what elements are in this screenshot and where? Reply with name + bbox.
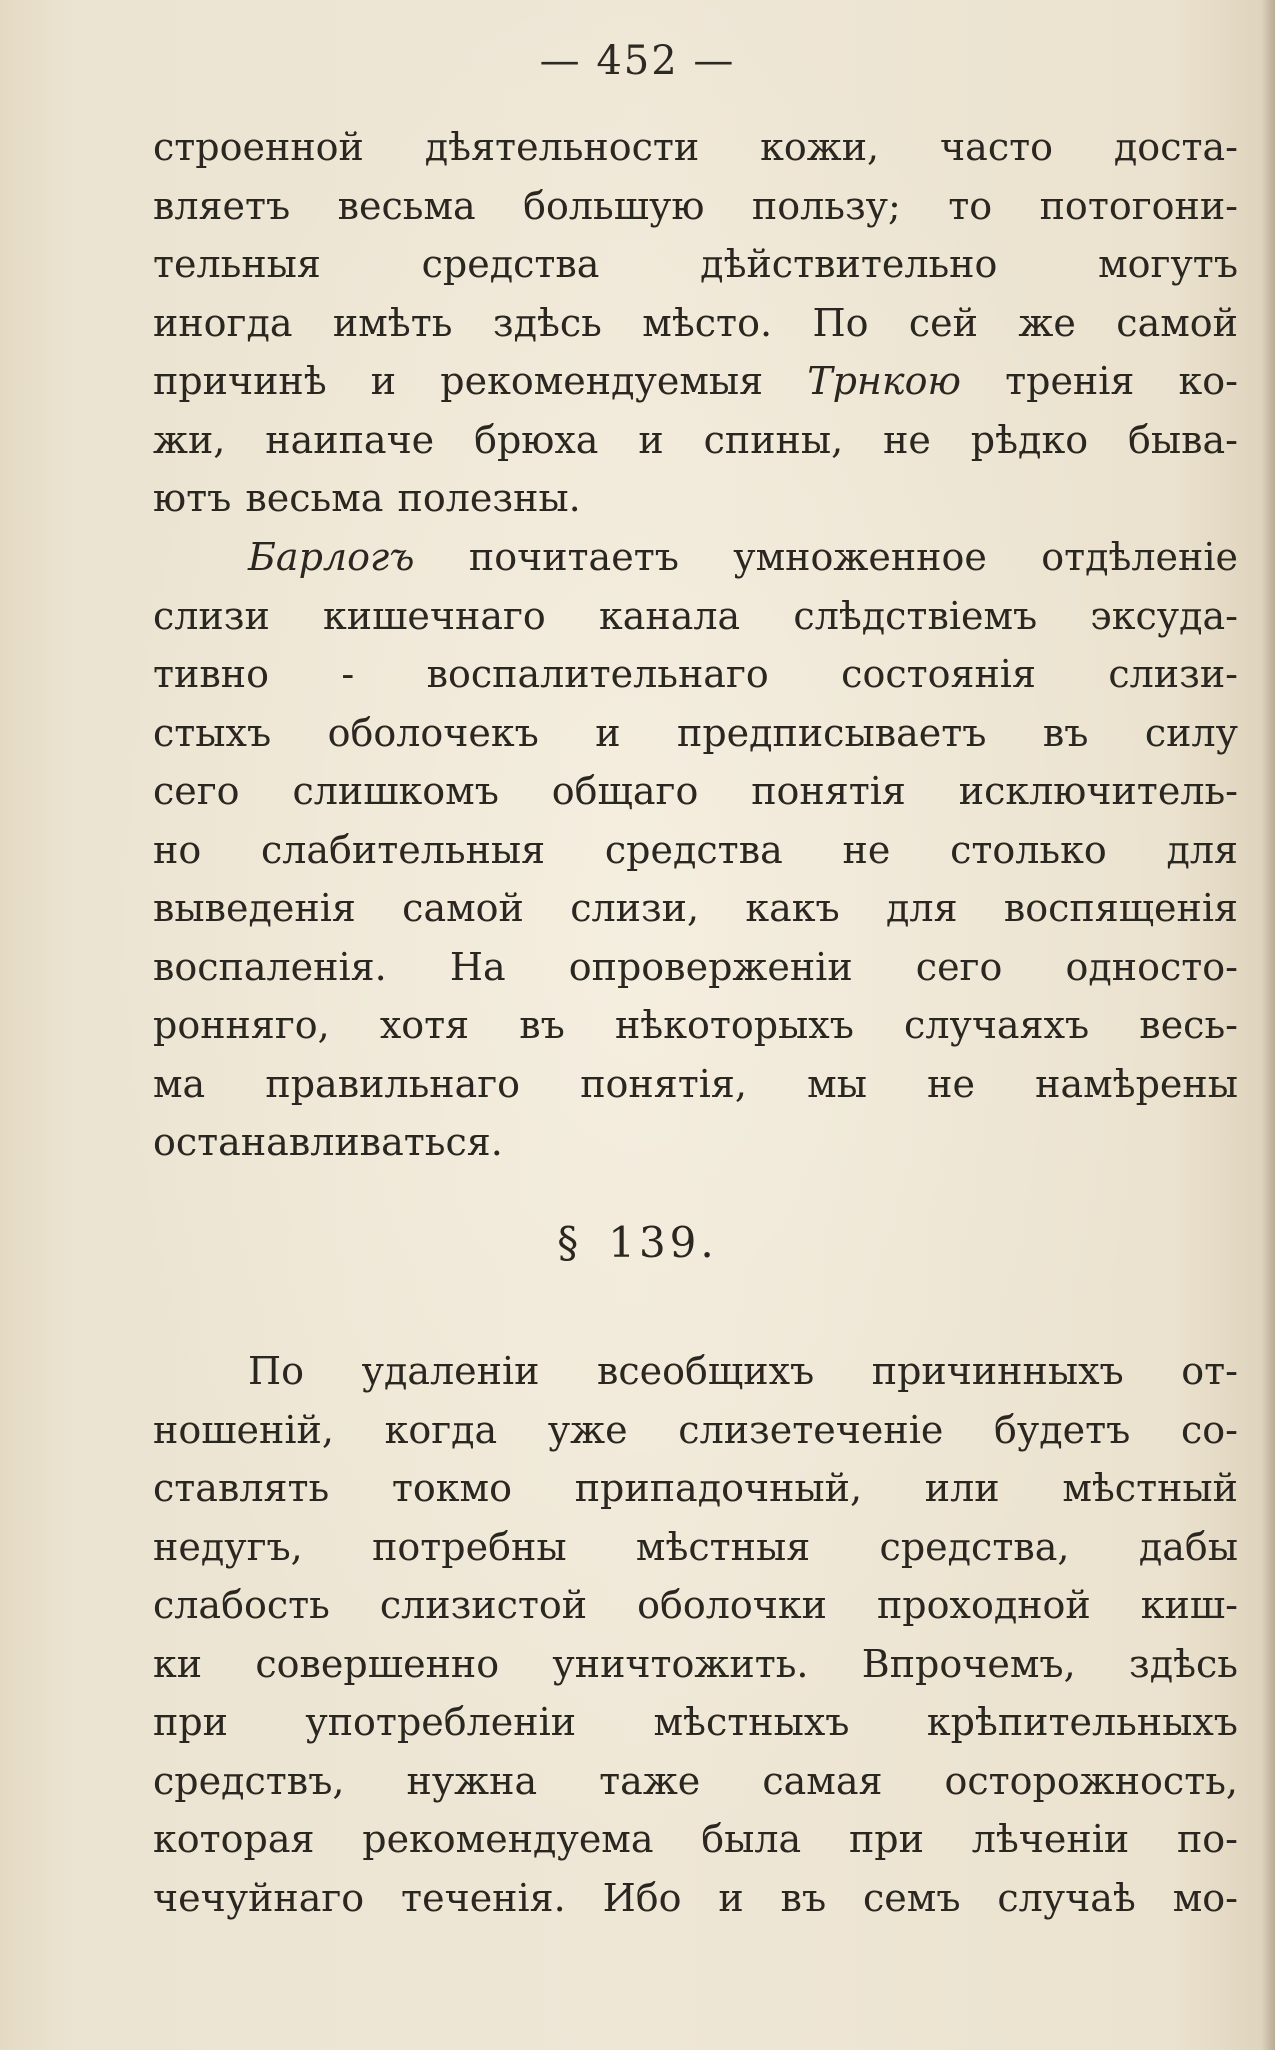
paragraph-1-line-3: тельныя средства дѣйствительно могутъ [153,242,1238,286]
paragraph-3-line-5: слабость слизистой оболочки проходной киш- [153,1583,1238,1627]
paragraph-2-line-9: ронняго, хотя въ нѣкоторыхъ случаяхъ весь- [153,1003,1238,1047]
paragraph-1-line-7: ютъ весьма полезны. [153,476,581,520]
paragraph-3-line-7: при употребленіи мѣстныхъ крѣпительныхъ [153,1700,1238,1744]
paragraph-3-line-4: недугъ, потребны мѣстныя средства, дабы [153,1524,1238,1569]
paragraph-1-line-5 [153,352,1238,411]
paragraph-2-line-8: воспаленія. На опроверженіи сего односто- [153,944,1238,989]
paragraph-2-line-6: но слабительныя средства не столько для [153,827,1238,872]
paragraph-1-line-1: строенной дѣятельности кожи, часто доста- [153,125,1238,169]
paragraph-3-line-1: По удаленіи всеобщихъ причинныхъ от- [248,1349,1238,1393]
page-number: — 452 — [539,38,736,84]
paragraph-3 [153,1342,1238,1927]
paragraph-1-line-6: жи, наипаче брюха и спины, не рѣдко быва- [153,417,1238,462]
paragraph-2-line-1-after: почитаетъ умноженное отдѣленіе [414,535,1238,579]
paragraph-1-line-4: иногда имѣть здѣсь мѣсто. По сей же самой [153,300,1238,345]
paragraph-2-line-10: ма правильнаго понятія, мы не намѣрены [153,1061,1238,1106]
paragraph-3-line-8: средствъ, нужна таже самая осторожность, [153,1758,1238,1803]
paragraph-1-line-2: вляетъ весьма большую пользу; то потогони- [153,183,1238,228]
paragraph-3-line-10: чечуйнаго теченія. Ибо и въ семъ случаѣ мо- [153,1875,1238,1920]
paragraph-2-line-2: слизи кишечнаго канала слѣдствіемъ эксуда- [153,593,1238,638]
paragraph-2-line-11: останавливаться. [153,1120,503,1164]
paragraph-3-line-3: ставлять токмо припадочный, или мѣстный [153,1466,1238,1510]
page-edge-shadow [1261,0,1275,2050]
paragraph-2-line-1 [153,528,1238,587]
paragraph-1 [153,118,1238,528]
paragraph-3-line-6: ки совершенно уничтожить. Впрочемъ, здѣсь [153,1641,1238,1686]
paragraph-3-line-9: которая рекомендуема была при лѣченіи по- [153,1817,1238,1861]
paragraph-2-line-3: тивно - воспалительнаго состоянія слизи- [153,652,1238,696]
paragraph-2-line-7: выведенія самой слизи, какъ для воспященія [153,886,1238,930]
paragraph-3-line-2: ношеній, когда уже слизетеченіе будетъ со- [153,1407,1238,1452]
paragraph-2 [153,528,1238,1172]
paragraph-2-line-4: стыхъ оболочекъ и предписываетъ въ силу [153,710,1238,755]
author-name-barlow: Барлогъ [248,535,415,579]
paragraph-1-line-5-after: тренія ко- [960,359,1238,403]
author-name-trnka: Трнкою [807,359,961,403]
section-heading [0,1218,1275,1267]
paragraph-2-line-5: сего слишкомъ общаго понятія исключитель- [153,769,1238,813]
paragraph-1-line-5-before: причинѣ и рекомендуемыя [153,359,808,403]
section-symbol: § [557,1218,583,1267]
section-number: 139. [608,1218,718,1267]
